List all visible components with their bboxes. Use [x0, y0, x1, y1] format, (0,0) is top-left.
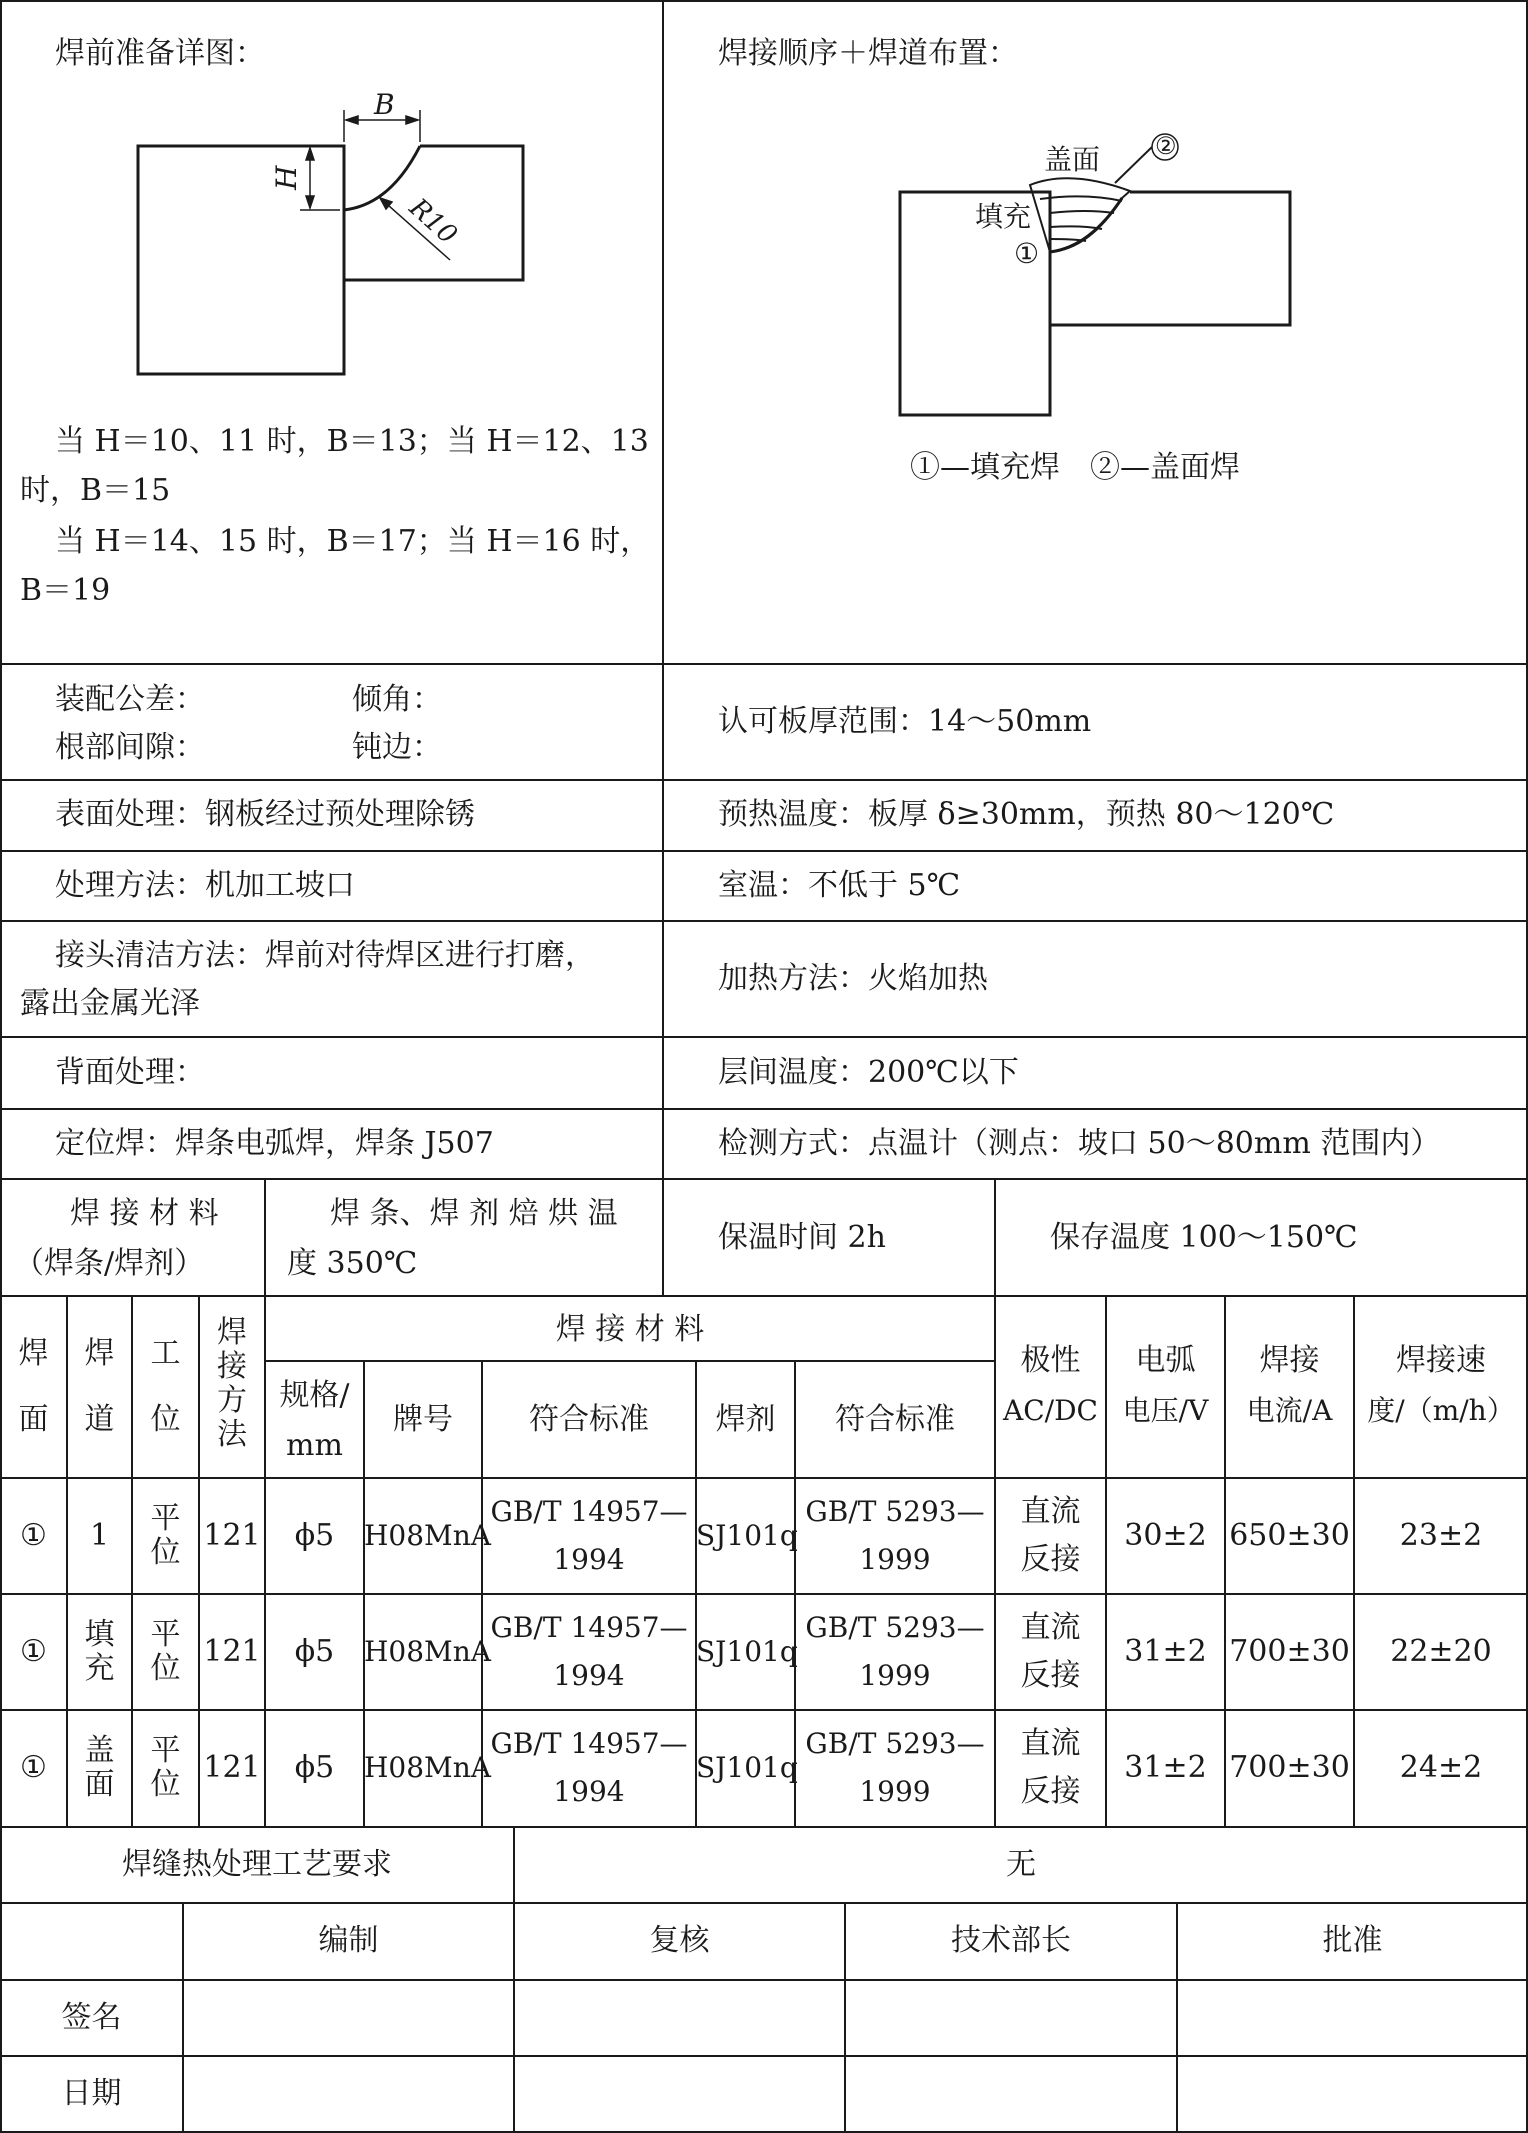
cell-std2_1: GB/T 5293—: [805, 1611, 985, 1644]
col-tech-head: 技术部长: [951, 1923, 1071, 1958]
label-r10: R10: [403, 192, 463, 251]
row-sign: 签名: [61, 2000, 122, 2035]
header-method-2: 接: [217, 1349, 247, 1384]
bake-line1: 焊 条、焊 剂 焙 烘 温: [330, 1196, 618, 1231]
sign-prepare-cell[interactable]: [183, 1980, 514, 2056]
cell-voltage: 30±2: [1124, 1518, 1207, 1553]
cell-pass-2: 面: [84, 1767, 115, 1802]
cell-std_2: 1994: [553, 1659, 625, 1692]
process-method: 处理方法：机加工坡口: [55, 868, 355, 903]
cell-current: 650±30: [1229, 1518, 1350, 1553]
header-current-2: 电流/A: [1246, 1394, 1333, 1427]
header-speed-1: 焊接速: [1396, 1343, 1486, 1378]
sign-tech-cell[interactable]: [845, 1980, 1177, 2056]
cell-std_1: GB/T 14957—: [490, 1495, 688, 1528]
header-current-1: 焊接: [1259, 1343, 1320, 1378]
sign-review-cell[interactable]: [514, 1980, 845, 2056]
sequence-legend: ①—填充焊 ②—盖面焊: [910, 450, 1240, 485]
header-material: 焊 接 材 料: [555, 1312, 705, 1347]
date-review-cell[interactable]: [514, 2056, 845, 2132]
cell-voltage: 31±2: [1124, 1634, 1207, 1669]
cell-std2_2: 1999: [859, 1543, 931, 1576]
material-label-line2: （焊条/焊剂）: [14, 1246, 205, 1281]
cell-pol_2: 反接: [1020, 1774, 1081, 1809]
bevel-angle: 倾角：: [352, 682, 442, 717]
cell-pol_2: 反接: [1020, 1542, 1081, 1577]
header-pos-1: 工: [150, 1336, 181, 1371]
cell-voltage: 31±2: [1124, 1750, 1207, 1785]
prep-note-line2: 时，B＝15: [20, 473, 171, 508]
cell-flux: SJ101q: [696, 1751, 798, 1784]
back-treatment: 背面处理：: [55, 1055, 205, 1090]
header-speed-2: 度/（m/h）: [1367, 1394, 1515, 1427]
header-spec-2: mm: [286, 1428, 343, 1463]
cell-pos-1: 平: [150, 1617, 181, 1652]
header-flux: 焊剂: [715, 1402, 776, 1437]
header-standard: 符合标准: [529, 1402, 649, 1437]
hold-time: 保温时间 2h: [718, 1220, 886, 1255]
cell-current: 700±30: [1229, 1634, 1350, 1669]
label-h: H: [270, 165, 303, 190]
cell-pass-2: 充: [84, 1651, 115, 1686]
header-brand: 牌号: [393, 1402, 453, 1437]
cell-face: ①: [20, 1634, 47, 1669]
cell-pol_1: 直流: [1020, 1494, 1081, 1529]
sequence-title: 焊接顺序＋焊道布置：: [718, 36, 1018, 71]
cell-spec: ϕ5: [294, 1634, 335, 1669]
heat-treatment-label: 焊缝热处理工艺要求: [122, 1847, 392, 1882]
cell-flux: SJ101q: [696, 1519, 798, 1552]
header-voltage-2: 电压/V: [1122, 1394, 1209, 1427]
prep-note-line3: 当 H＝14、15 时，B＝17；当 H＝16 时，: [55, 524, 651, 559]
storage-temperature: 保存温度 100～150℃: [1050, 1220, 1358, 1255]
detection-method: 检测方式：点温计（测点：坡口 50～80mm 范围内）: [718, 1126, 1441, 1161]
label-cap: 盖面: [1044, 143, 1101, 176]
cell-speed: 24±2: [1399, 1750, 1483, 1785]
header-polarity-2: AC/DC: [1003, 1394, 1098, 1427]
cell-pol_2: 反接: [1020, 1658, 1081, 1693]
date-tech-cell[interactable]: [845, 2056, 1177, 2132]
cell-std2_1: GB/T 5293—: [805, 1727, 985, 1760]
cell-pol_1: 直流: [1020, 1610, 1081, 1645]
cell-current: 700±30: [1229, 1750, 1350, 1785]
label-b: B: [374, 90, 395, 121]
material-label-line1: 焊 接 材 料: [70, 1196, 219, 1231]
header-pos-2: 位: [150, 1402, 181, 1437]
fit-tolerance: 装配公差：: [55, 682, 205, 717]
root-gap: 根部间隙：: [55, 730, 205, 765]
joint-clean-line1: 接头清洁方法：焊前对待焊区进行打磨，: [55, 938, 595, 973]
surface-treatment: 表面处理：钢板经过预处理除锈: [55, 797, 475, 832]
cell-face: ①: [20, 1518, 47, 1553]
header-method-1: 焊: [217, 1315, 247, 1350]
label-num-2: ②: [1155, 132, 1177, 160]
cell-std_1: GB/T 14957—: [490, 1611, 688, 1644]
cell-brand: H08MnA: [364, 1519, 491, 1552]
cell-pass-1: 盖: [84, 1733, 115, 1768]
col-review: 复核: [649, 1923, 710, 1958]
cell-std2_1: GB/T 5293—: [805, 1495, 985, 1528]
cell-std_1: GB/T 14957—: [490, 1727, 688, 1760]
heat-treatment-value: 无: [1006, 1847, 1036, 1882]
cell-method: 121: [203, 1750, 261, 1785]
cell-method: 121: [203, 1518, 261, 1553]
prep-title: 焊前准备详图：: [55, 36, 265, 71]
cell-std2_2: 1999: [859, 1659, 931, 1692]
cell-speed: 22±20: [1390, 1634, 1492, 1669]
cell-pos-1: 平: [150, 1501, 181, 1536]
heating-method: 加热方法：火焰加热: [718, 961, 988, 996]
header-pass-2: 道: [84, 1402, 115, 1437]
cell-pass: 1: [89, 1518, 110, 1553]
cell-spec: ϕ5: [294, 1518, 335, 1553]
interpass-temperature: 层间温度：200℃以下: [718, 1055, 1019, 1090]
cell-method: 121: [203, 1634, 261, 1669]
room-temperature: 室温：不低于 5℃: [718, 868, 961, 903]
cell-pos-2: 位: [150, 1651, 181, 1686]
cell-pos-1: 平: [150, 1733, 181, 1768]
joint-clean-line2: 露出金属光泽: [20, 986, 200, 1021]
col-approve: 批准: [1322, 1923, 1383, 1958]
cell-flux: SJ101q: [696, 1635, 798, 1668]
groove-detail-diagram: [120, 90, 540, 390]
tack-weld: 定位焊：焊条电弧焊，焊条 J507: [55, 1126, 494, 1161]
date-approve-cell[interactable]: [1177, 2056, 1528, 2132]
header-voltage-1: 电弧: [1135, 1343, 1196, 1378]
header-standard-2: 符合标准: [835, 1402, 955, 1437]
header-polarity-1: 极性: [1020, 1343, 1081, 1378]
cell-std_2: 1994: [553, 1775, 625, 1808]
header-method-3: 方: [217, 1383, 247, 1418]
cell-face: ①: [20, 1750, 47, 1785]
date-prepare-cell[interactable]: [183, 2056, 514, 2132]
header-face-2: 面: [18, 1402, 49, 1437]
preheat-temperature: 预热温度：板厚 δ≥30mm，预热 80～120℃: [718, 797, 1335, 832]
cell-pos-2: 位: [150, 1767, 181, 1802]
cell-spec: ϕ5: [294, 1750, 335, 1785]
prep-note-line4: B＝19: [20, 573, 111, 608]
row-date: 日期: [61, 2076, 122, 2111]
thickness-range: 认可板厚范围：14～50mm: [718, 704, 1092, 739]
header-spec-1: 规格/: [279, 1378, 350, 1413]
cell-brand: H08MnA: [364, 1635, 491, 1668]
cell-brand: H08MnA: [364, 1751, 491, 1784]
prep-note-line1: 当 H＝10、11 时，B＝13；当 H＝12、13: [55, 424, 649, 459]
cell-pass-1: 填: [84, 1617, 115, 1652]
cell-std_2: 1994: [553, 1543, 625, 1576]
label-num-1: ①: [1014, 237, 1040, 270]
sign-approve-cell[interactable]: [1177, 1980, 1528, 2056]
col-prepare: 编制: [318, 1923, 379, 1958]
cell-std2_2: 1999: [859, 1775, 931, 1808]
bake-line2: 度 350℃: [287, 1246, 418, 1281]
header-face-1: 焊: [18, 1336, 49, 1371]
cell-pos-2: 位: [150, 1535, 181, 1570]
header-method-4: 法: [217, 1417, 247, 1452]
root-face: 钝边：: [352, 730, 442, 765]
header-pass-1: 焊: [84, 1336, 115, 1371]
cell-pol_1: 直流: [1020, 1726, 1081, 1761]
cell-speed: 23±2: [1399, 1518, 1483, 1553]
label-fill: 填充: [975, 200, 1032, 233]
